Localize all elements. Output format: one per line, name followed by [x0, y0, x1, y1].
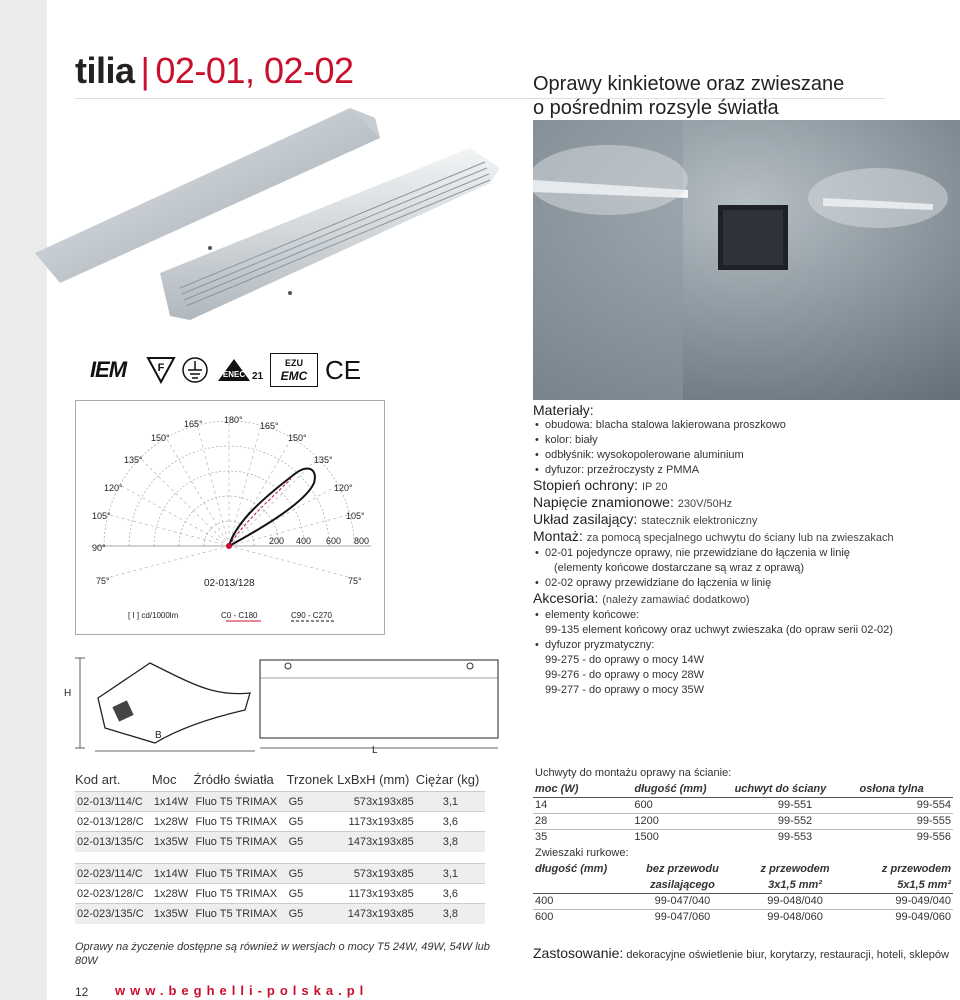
cell-dimensions: 1473x193x85 — [337, 832, 416, 852]
table-row — [75, 792, 485, 812]
mounting-list — [533, 546, 953, 561]
product-codes: 02-01, 02-02 — [155, 50, 354, 91]
page-number: 12 — [75, 985, 89, 999]
spec-table-header — [75, 772, 485, 792]
list-item: • dyfuzor: przeźroczysty z PMMA — [533, 463, 953, 478]
angle-120-right: 120° — [334, 483, 353, 493]
cell-socket: G5 — [287, 864, 338, 884]
enec-text: ENEC — [222, 370, 246, 379]
mounting-label: Montaż: — [533, 528, 583, 544]
cell-power: 1x14W — [152, 792, 194, 812]
mount-table-title — [533, 765, 953, 781]
list-item: • dyfuzor pryzmatyczny: — [533, 638, 953, 653]
cell-code: 02-013/135/C — [75, 832, 152, 852]
cell: 28 — [533, 813, 632, 829]
website-link[interactable]: www.beghelli-polska.pl — [115, 983, 369, 998]
cell-power: 1x35W — [152, 904, 194, 924]
angle-165-right: 165° — [260, 421, 279, 431]
angle-90: 90° — [92, 543, 106, 553]
angle-135-right: 135° — [314, 455, 333, 465]
title-separator: | — [140, 50, 150, 91]
ezu-text: EZU — [285, 358, 303, 368]
col-length: długość (mm) — [632, 781, 732, 797]
accessories-row — [533, 591, 953, 608]
cell-dimensions: 573x193x85 — [337, 792, 416, 812]
table-row — [75, 832, 485, 852]
table-row — [75, 884, 485, 904]
page-title — [75, 50, 354, 92]
mount-title: Uchwyty do montażu oprawy na ścianie: — [535, 767, 732, 779]
accessories-label: Akcesoria: — [533, 590, 599, 606]
col-cable3-b: 3x1,5 mm² — [733, 877, 858, 893]
iem-logo: IEM — [89, 357, 127, 382]
cell-code: 02-023/114/C — [75, 864, 152, 884]
cell: 99-554 — [858, 797, 953, 813]
accessories-list-2 — [533, 638, 953, 653]
angle-105-right: 105° — [346, 511, 365, 521]
cell: 400 — [533, 893, 632, 909]
cell-power: 1x28W — [152, 812, 194, 832]
product-photo — [30, 88, 520, 350]
cell-power: 1x28W — [152, 884, 194, 904]
room-photo — [533, 120, 960, 400]
angle-150-right: 150° — [288, 433, 307, 443]
col-cable3: z przewodem — [760, 863, 830, 875]
col-wall-bracket: uchwyt do ściany — [733, 781, 858, 797]
cell: 35 — [533, 829, 632, 845]
scale-600: 600 — [326, 536, 342, 546]
cell-code: 02-013/128/C — [75, 812, 152, 832]
list-item: • kolor: biały — [533, 433, 953, 448]
ground-icon — [180, 355, 210, 385]
col-cable5: z przewodem — [881, 863, 951, 875]
spec-table — [75, 772, 485, 924]
polar-unit: [ I ] cd/1000lm — [128, 611, 179, 620]
voltage-label: Napięcie znamionowe: — [533, 494, 674, 510]
mounting-table — [533, 765, 953, 925]
table-row — [533, 829, 953, 845]
list-item: • elementy końcowe: — [533, 608, 953, 623]
cell-dimensions: 1173x193x85 — [337, 884, 416, 904]
cell: 99-552 — [733, 813, 858, 829]
mount-table-header2 — [533, 861, 953, 877]
cell: 14 — [533, 797, 632, 813]
protection-label: Stopień ochrony: — [533, 477, 639, 493]
mount-table-header2b — [533, 877, 953, 893]
cell-power: 1x35W — [152, 832, 194, 852]
mounting-row — [533, 529, 953, 546]
f-class-icon — [146, 355, 176, 385]
cell-code: 02-023/135/C — [75, 904, 152, 924]
cell: 99-555 — [858, 813, 953, 829]
cell-socket: G5 — [287, 904, 338, 924]
list-item: • 02-01 pojedyncze oprawy, nie przewidziane do łączenia w linię — [533, 546, 953, 561]
list-item: • odbłyśnik: wysokopolerowane aluminium — [533, 448, 953, 463]
table-row — [533, 813, 953, 829]
accessories-value: (należy zamawiać dodatkowo) — [602, 594, 750, 606]
accessory-item: 99-276 - do oprawy o mocy 28W — [545, 669, 704, 681]
application-label: Zastosowanie: — [533, 945, 624, 961]
cell: 99-551 — [733, 797, 858, 813]
legend-c90: C90 - C270 — [291, 611, 332, 620]
accessory-item: 99-135 element końcowy oraz uchwyt zwieszaka (do opraw serii 02-02) — [545, 624, 893, 636]
scale-400: 400 — [296, 536, 312, 546]
cell: 99-048/040 — [733, 893, 858, 909]
voltage-value: 230V/50Hz — [677, 498, 733, 510]
col-moc: moc (W) — [533, 781, 632, 797]
table-row — [75, 904, 485, 924]
col-length2: długość (mm) — [535, 863, 608, 875]
application-section — [533, 945, 960, 961]
cell-source: Fluo T5 TRIMAX — [194, 832, 287, 852]
voltage-row — [533, 495, 953, 512]
materials-list — [533, 418, 953, 478]
cell-dimensions: 1473x193x85 — [337, 904, 416, 924]
angle-75-left: 75° — [96, 576, 110, 586]
cell-code: 02-013/114/C — [75, 792, 152, 812]
col-socket: Trzonek — [286, 772, 334, 787]
subtitle-line1: Oprawy kinkietowe oraz zwieszane — [533, 73, 845, 95]
cell-socket: G5 — [287, 812, 338, 832]
cell-source: Fluo T5 TRIMAX — [194, 884, 287, 904]
angle-120-left: 120° — [104, 483, 123, 493]
cell-weight: 3,1 — [416, 864, 485, 884]
materials-section — [533, 403, 953, 698]
cell: 99-049/060 — [858, 909, 953, 925]
f-class-text: F — [157, 362, 165, 374]
mount-note: (elementy końcowe dostarczane są wraz z oprawą) — [554, 562, 805, 574]
emc-text: EMC — [280, 369, 308, 383]
legend-c0: C0 - C180 — [221, 611, 258, 620]
table-row — [533, 797, 953, 813]
dim-b-label: B — [155, 730, 162, 741]
col-weight: Ciężar (kg) — [415, 772, 480, 787]
protection-value: IP 20 — [641, 481, 668, 493]
polar-diagram — [75, 400, 385, 635]
col-dimensions: LxBxH (mm) — [337, 772, 410, 787]
col-no-cable: bez przewodu — [646, 863, 719, 875]
cell-weight: 3,8 — [416, 832, 485, 852]
scale-200: 200 — [269, 536, 285, 546]
angle-75-right: 75° — [348, 576, 362, 586]
power-row — [533, 512, 953, 529]
dim-h-label: H — [64, 688, 72, 699]
cell-weight: 3,8 — [416, 904, 485, 924]
cell-source: Fluo T5 TRIMAX — [194, 812, 287, 832]
cell: 99-049/040 — [858, 893, 953, 909]
subtitle-line2: o pośrednim rozsyle światła — [533, 97, 779, 119]
certification-logos — [74, 350, 364, 390]
protection-row — [533, 478, 953, 495]
application-value: dekoracyjne oświetlenie biur, korytarzy, restauracji, hoteli, sklepów — [626, 949, 949, 961]
dim-l-label: L — [372, 745, 378, 756]
col-length2b — [533, 877, 632, 893]
cell-power: 1x14W — [152, 864, 194, 884]
cell: 1200 — [632, 813, 732, 829]
cell: 99-048/060 — [733, 909, 858, 925]
angle-180: 180° — [224, 415, 243, 425]
col-power: Moc — [151, 772, 177, 787]
cell-weight: 3,6 — [416, 812, 485, 832]
angle-150-left: 150° — [151, 433, 170, 443]
table-row — [533, 909, 953, 925]
dimension-drawing — [60, 648, 510, 758]
col-no-cable-b: zasilającego — [632, 877, 732, 893]
table-row — [75, 864, 485, 884]
power-value: statecznik elektroniczny — [641, 515, 758, 527]
cell: 99-556 — [858, 829, 953, 845]
angle-165-left: 165° — [184, 419, 203, 429]
cell: 99-047/060 — [632, 909, 732, 925]
cell: 600 — [632, 797, 732, 813]
cell-source: Fluo T5 TRIMAX — [194, 864, 287, 884]
ce-logo: CE — [324, 354, 362, 385]
cell-source: Fluo T5 TRIMAX — [194, 792, 287, 812]
power-label: Układ zasilający: — [533, 511, 638, 527]
table-gap — [75, 852, 485, 864]
list-item: • 02-02 oprawy przewidziane do łączenia w linię — [533, 576, 953, 591]
materials-heading: Materiały: — [533, 402, 594, 418]
mount-table-header — [533, 781, 953, 797]
cell-code: 02-023/128/C — [75, 884, 152, 904]
cell-socket: G5 — [287, 792, 338, 812]
angle-105-left: 105° — [92, 511, 111, 521]
col-cable5-b: 5x1,5 mm² — [858, 877, 953, 893]
cell-weight: 3,1 — [416, 792, 485, 812]
cell-socket: G5 — [287, 884, 338, 904]
scale-800: 800 — [354, 536, 370, 546]
accessory-item: 99-275 - do oprawy o mocy 14W — [545, 654, 704, 666]
cell: 1500 — [632, 829, 732, 845]
cell: 99-047/040 — [632, 893, 732, 909]
cell: 99-553 — [733, 829, 858, 845]
subtitle — [533, 72, 844, 120]
brand-name: tilia — [75, 50, 135, 91]
mounting-value: za pomocą specjalnego uchwytu do ściany lub na zwieszakach — [586, 532, 894, 544]
cell-source: Fluo T5 TRIMAX — [194, 904, 287, 924]
table-row — [75, 812, 485, 832]
angle-135-left: 135° — [124, 455, 143, 465]
table-row — [533, 893, 953, 909]
cell-weight: 3,6 — [416, 884, 485, 904]
list-item: • obudowa: blacha stalowa lakierowana proszkowo — [533, 418, 953, 433]
hanger-title: Zwieszaki rurkowe: — [535, 847, 629, 859]
mounting-list-2 — [533, 576, 953, 591]
cell-dimensions: 573x193x85 — [337, 864, 416, 884]
col-source: Źródło światła — [193, 772, 274, 787]
enec-logo — [214, 355, 266, 385]
cell-dimensions: 1173x193x85 — [337, 812, 416, 832]
accessories-list — [533, 608, 953, 623]
polar-model: 02-013/128 — [204, 578, 255, 589]
accessory-item: 99-277 - do oprawy o mocy 35W — [545, 684, 704, 696]
mount-table-title2 — [533, 845, 953, 861]
ezu-emc-logo — [270, 353, 318, 387]
col-rear-cover: osłona tylna — [858, 781, 953, 797]
cell-socket: G5 — [287, 832, 338, 852]
footnote: Oprawy na życzenie dostępne są również w wersjach o mocy T5 24W, 49W, 54W lub 80W — [75, 941, 490, 967]
col-code: Kod art. — [75, 772, 121, 787]
cell: 600 — [533, 909, 632, 925]
enec-number: 21 — [252, 371, 264, 382]
